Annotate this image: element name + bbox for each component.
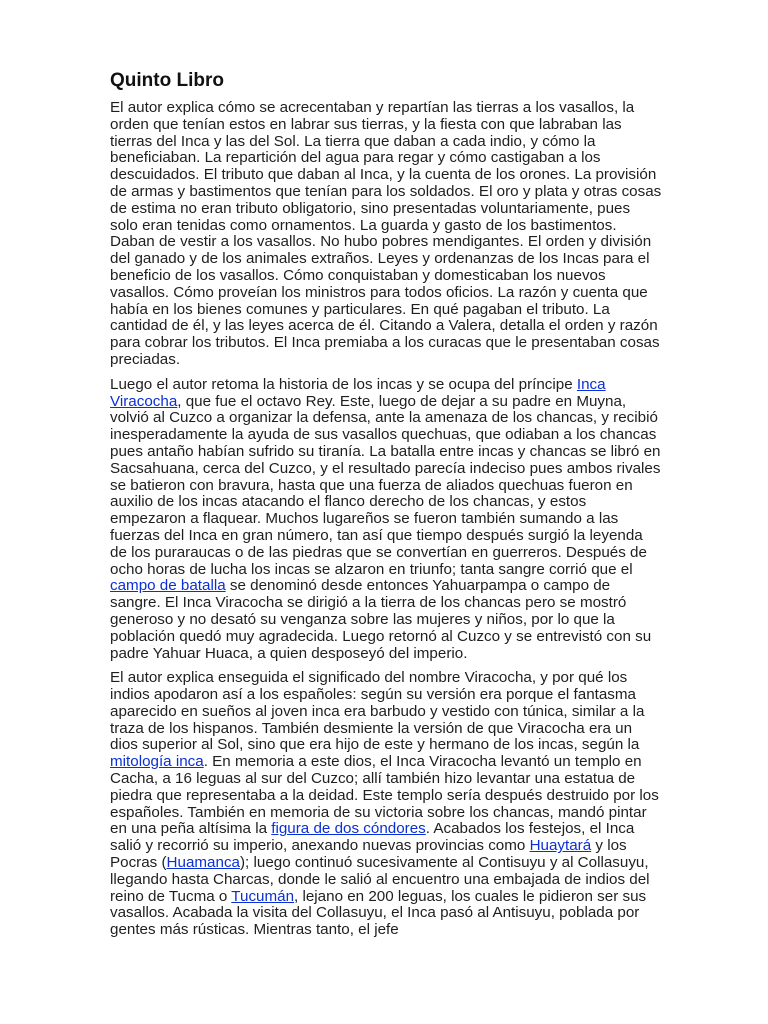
text-run: . En memoria a este dios, el Inca Viracocha levantó un templo en Cacha, a 16 leguas al sur del Cuzco; allí también hizo levantar una estatua de piedra que representaba a la deidad. Este templo sería después destruido por los españoles. También en memoria de su victoria sobre los chancas, mandó pintar en una peña altísima la — [110, 753, 659, 838]
link-inca-viracocha[interactable]: Inca Viracocha — [110, 375, 606, 410]
link-campo-de-batalla[interactable]: campo de batalla — [110, 577, 226, 595]
link-huamanca[interactable]: Huamanca — [166, 854, 240, 872]
text-run: , lejano en 200 leguas, los cuales le pidieron ser sus vasallos. Acabada la visita del Collasuyu, el Inca pasó al Antisuyu, poblada por gentes más rústicas. Mientras tanto, el jefe — [110, 887, 647, 939]
paragraph-1 — [110, 100, 662, 369]
text-run: y los Pocras ( — [110, 837, 627, 872]
paragraph-3 — [110, 670, 662, 939]
text-run: El autor explica enseguida el significado del nombre Viracocha, y por qué los indios apodaron así a los españoles: según su versión era porque el fantasma aparecido en sueños al joven inca era barbudo y vestido con túnica, similar a la traza de los hispanos. También desmiente la versión de que Viracocha era un dios superior al Sol, sino que era hijo de este y hermano de los incas, según la — [110, 669, 645, 754]
paragraph-2 — [110, 377, 662, 663]
link-figura-de-dos-condores[interactable]: figura de dos cóndores — [271, 820, 426, 838]
link-huaytara[interactable]: Huaytará — [529, 837, 592, 855]
text-run: Luego el autor retoma la historia de los incas y se ocupa del príncipe — [110, 375, 577, 393]
text-run: , que fue el octavo Rey. Este, luego de dejar a su padre en Muyna, volvió al Cuzco a organizar la defensa, ante la amenaza de los chancas, y recibió inesperadamente la ayuda de sus vasallos quechuas, que odiaban a los chancas pues antaño habían sufrido su tiranía. La batalla entre incas y chancas se libró en Sacsahuana, cerca del Cuzco, y el resultado parecía indeciso pues ambos rivales se batieron con bravura, hasta que una fuerza de aliados quechuas fueron en auxilio de los incas atacando el flanco derecho de los chancas, y estos empezaron a flaquear. Muchos lugareños se fueron también sumando a las fuerzas del Inca en gran número, tan así que tiempo después surgió la leyenda de los puraraucas o de las piedras que se convertían en guerreros. Después de ocho horas de lucha los incas se alzaron en triunfo; tanta sangre corrió que el — [110, 392, 661, 578]
link-tucuman[interactable]: Tucumán — [231, 887, 295, 905]
document-page — [110, 68, 662, 947]
text-run: . Acabados los festejos, el Inca salió y recorrió su imperio, anexando nuevas provincias como — [110, 820, 635, 855]
document-body — [110, 100, 662, 939]
page-title: Quinto Libro — [110, 70, 224, 91]
text-run: ); luego continuó sucesivamente al Contisuyu y al Collasuyu, llegando hasta Charcas, donde le salió al encuentro una embajada de indios del reino de Tucma o — [110, 854, 650, 905]
link-mitologia-inca[interactable]: mitología inca — [110, 753, 204, 771]
text-run: se denominó desde entonces Yahuarpampa o campo de sangre. El Inca Viracocha se dirigió a la tierra de los chancas pero se mostró generoso y no desató su venganza sobre las mujeres y niños, por lo que la población quedó muy agradecida. Luego retornó al Cuzco y se entrevistó con su padre Yahuar Huaca, a quien desposeyó del imperio. — [110, 577, 652, 662]
text-run: El autor explica cómo se acrecentaban y repartían las tierras a los vasallos, la orden que tenían estos en labrar sus tierras, y la fiesta con que labraban las tierras del Inca y las del Sol. La tierra que daban a cada indio, y cómo la beneficiaban. La repartición del agua para regar y cómo castigaban a los descuidados. El tributo que daban al Inca, y la cuenta de los orones. La provisión de armas y bastimentos que tenían para los soldados. El oro y plata y otras cosas de estima no eran tributo obligatorio, sino presentadas voluntariamente, pues solo eran tenidas como ornamentos. La guarda y gasto de los bastimentos. Daban de vestir a los vasallos. No hubo pobres mendigantes. El orden y división del ganado y de los animales extraños. Leyes y ordenanzas de los Incas para el beneficio de los vasallos. Cómo conquistaban y domesticaban los nuevos vasallos. Cómo proveían los ministros para todos oficios. La razón y cuenta que había en los bienes comunes y particulares. En qué pagaban el tributo. La cantidad de él, y las leyes acerca de él. Citando a Valera, detalla el orden y razón para cobrar los tributos. El Inca premiaba a los curacas que le presentaban cosas preciadas. — [110, 99, 662, 368]
